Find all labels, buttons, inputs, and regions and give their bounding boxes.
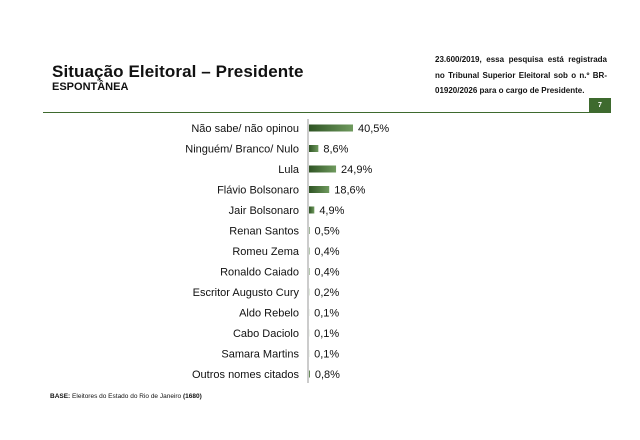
value-label: 0,4% [314, 246, 340, 258]
category-label: Lula [278, 164, 299, 176]
category-label: Aldo Rebelo [239, 307, 299, 320]
footer-base-text: Eleitores do Estado do Rio de Janeiro [72, 393, 182, 400]
value-label: 40,5% [358, 123, 390, 135]
bar [309, 186, 329, 193]
bars-layer [185, 123, 389, 381]
category-label: Ronaldo Caiado [220, 266, 299, 279]
bar [309, 371, 310, 378]
footer-base-count: (1680) [182, 393, 202, 400]
value-label: 0,1% [314, 348, 340, 361]
category-label: Não sabe/ não opinou [191, 123, 299, 135]
value-label: 0,4% [314, 266, 340, 279]
category-label: Renan Santos [229, 225, 299, 238]
bar [309, 227, 310, 234]
value-label: 0,8% [314, 369, 340, 381]
category-label: Cabo Daciolo [232, 328, 299, 340]
category-label: Outros nomes citados [192, 369, 299, 381]
footer-base-note [50, 393, 202, 400]
value-label: 0,1% [314, 328, 340, 340]
bar [309, 145, 318, 152]
value-label: 8,6% [323, 143, 349, 156]
category-label: Ninguém/ Branco/ Nulo [185, 143, 299, 156]
page-title: Situação Eleitoral – Presidente [52, 62, 304, 81]
page-subtitle: ESPONTÂNEA [52, 81, 129, 93]
bar [309, 125, 353, 132]
bar [309, 207, 314, 214]
category-label: Samara Martins [221, 348, 299, 361]
value-label: 4,9% [319, 205, 345, 217]
value-label: 18,6% [334, 184, 366, 197]
category-label: Escritor Augusto Cury [192, 287, 299, 299]
category-label: Flávio Bolsonaro [217, 184, 299, 197]
bar [309, 166, 336, 173]
registration-note: 23.600/2019, essa pesquisa está registrada no Tribunal Superior Eleitoral sob o n.º BR-01920/2026 para o cargo de Presidente. [435, 55, 607, 95]
value-label: 0,5% [314, 225, 340, 238]
value-label: 0,2% [314, 287, 340, 299]
value-label: 0,1% [314, 307, 340, 320]
value-label: 24,9% [341, 164, 373, 176]
page-number-badge: 7 [589, 98, 611, 112]
category-label: Romeu Zema [232, 246, 299, 258]
footer-base-label: BASE: [50, 393, 71, 400]
category-label: Jair Bolsonaro [228, 205, 299, 217]
